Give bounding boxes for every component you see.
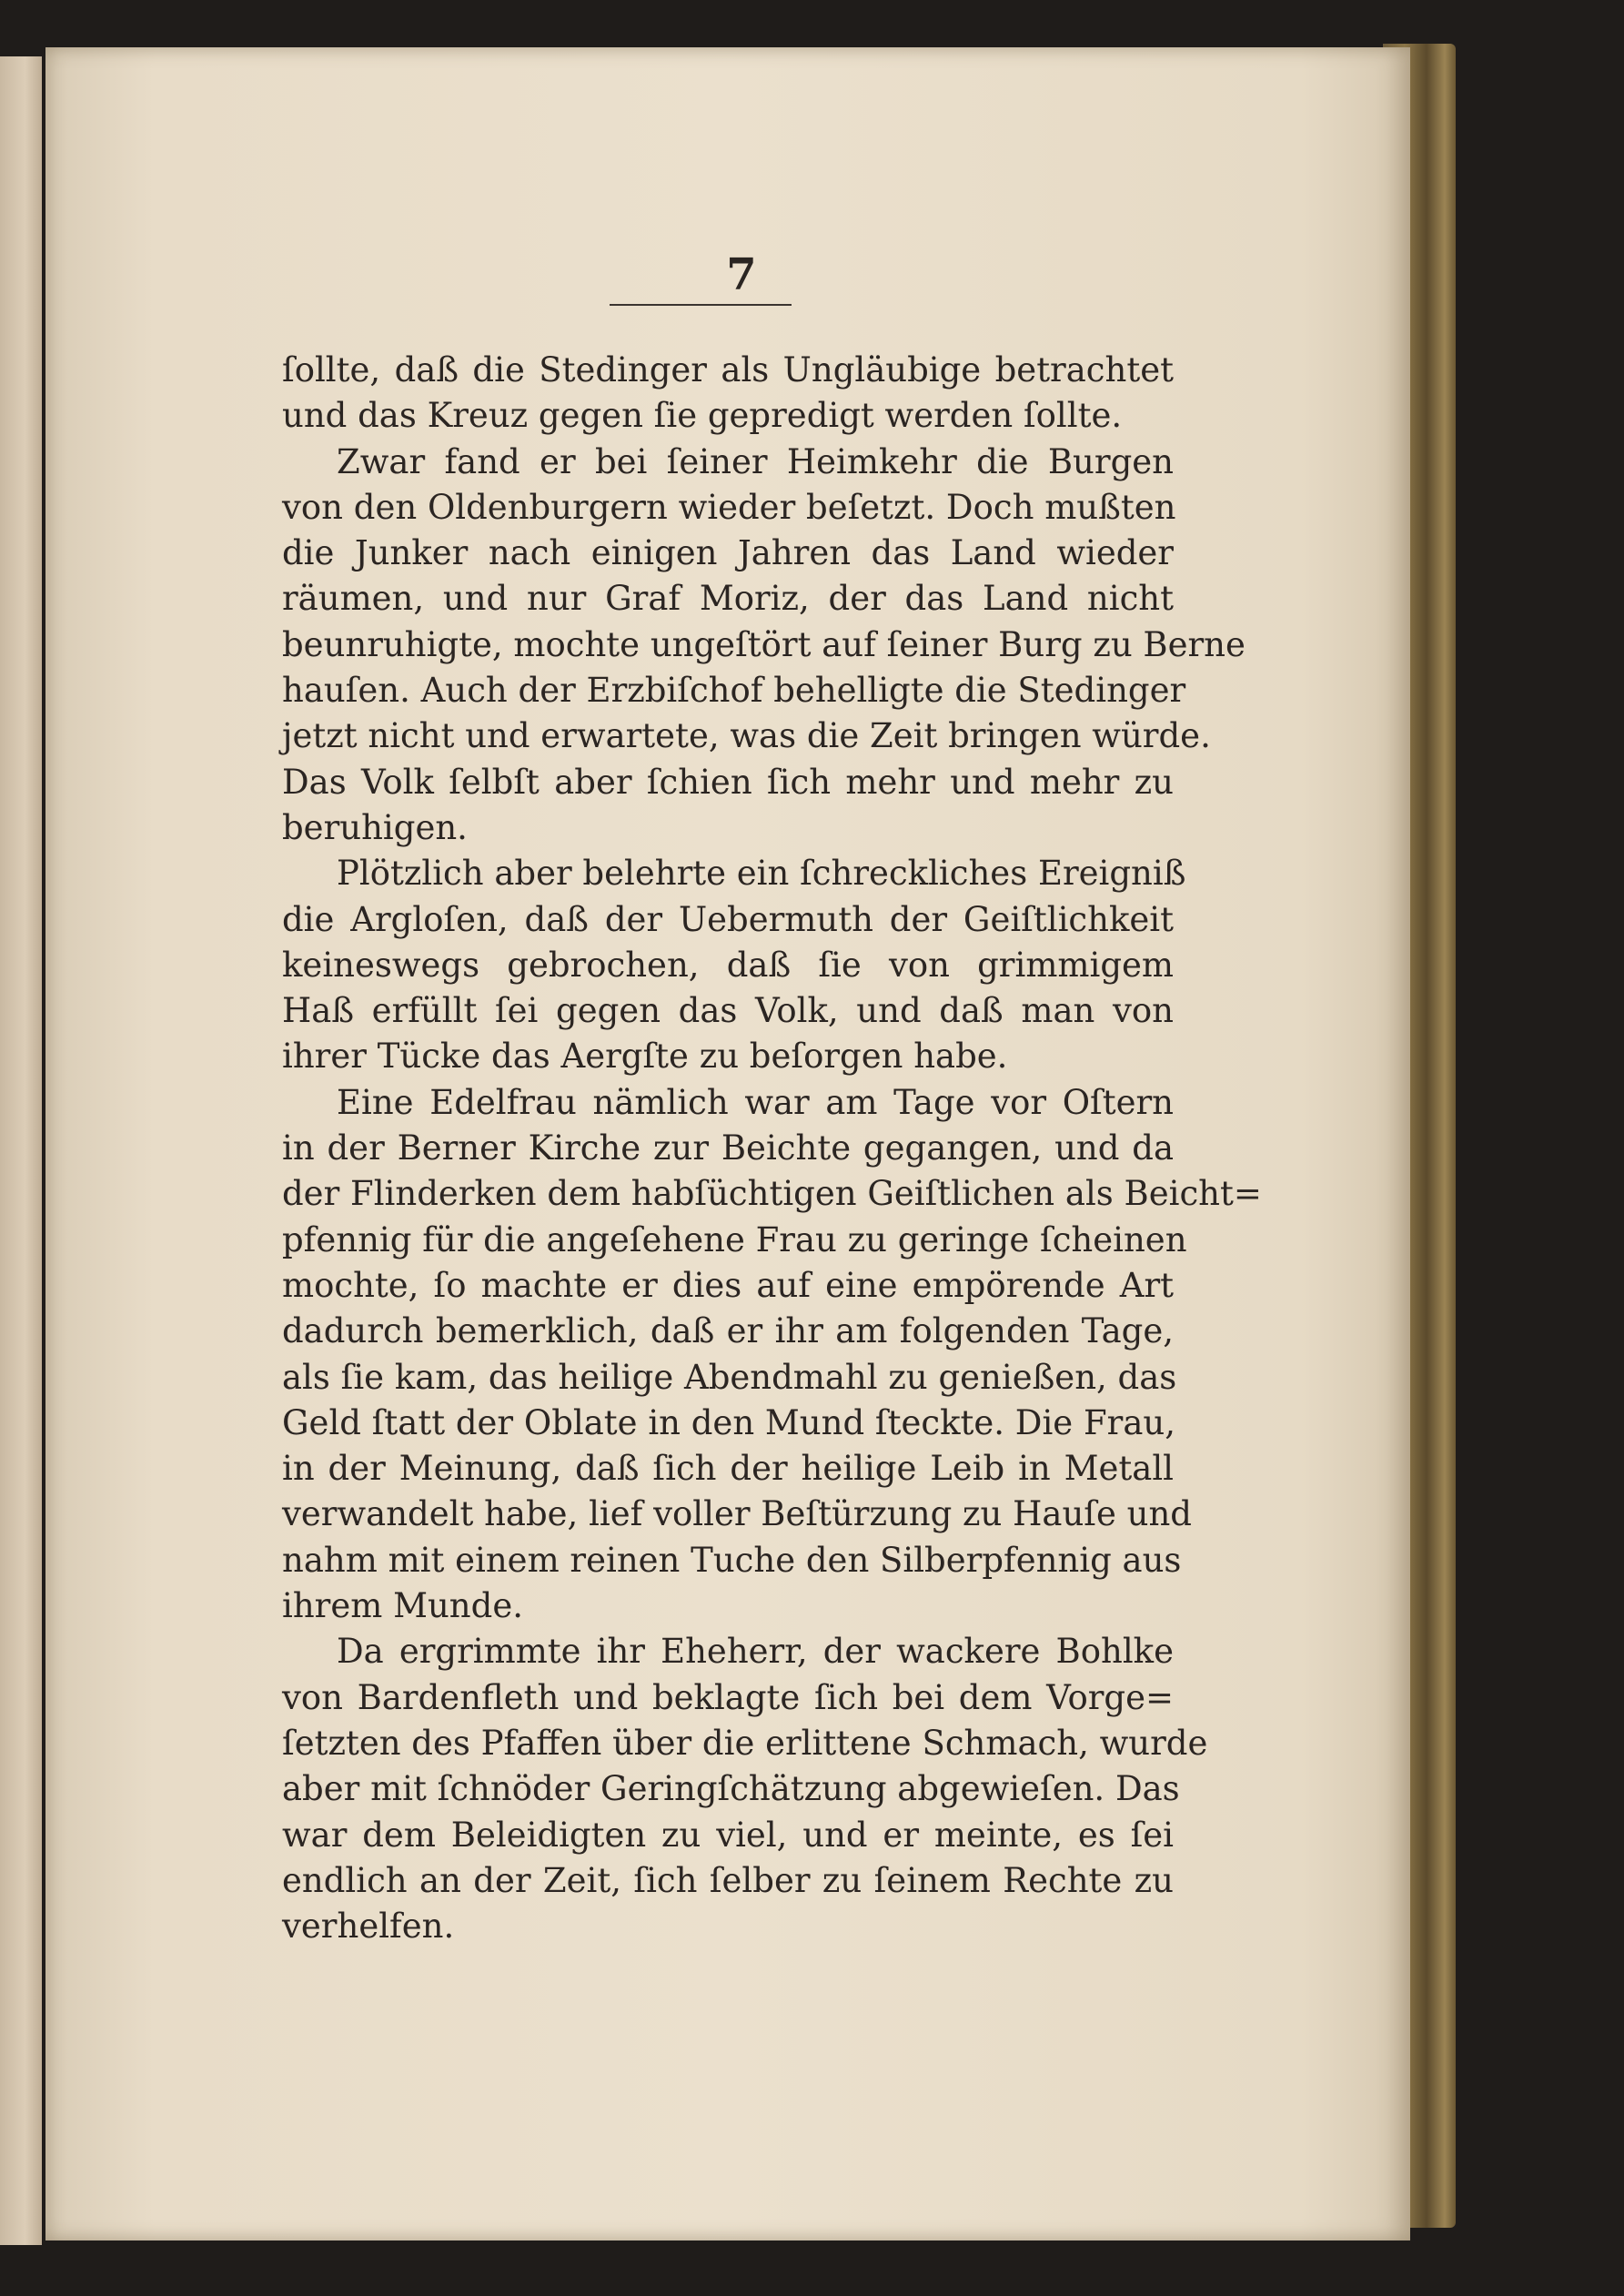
book-page — [45, 47, 1410, 2240]
text-line: beruhigen. — [282, 807, 468, 847]
text-line: ſollte, daß die Stedinger als Ungläubige betrachtet — [282, 350, 1174, 389]
text-line: verwandelt habe, lief voller Beſtürzung zu Hauſe und — [282, 1494, 1192, 1534]
text-line: und das Kreuz gegen ſie gepredigt werden ſollte. — [282, 396, 1123, 436]
text-line: der Flinderken dem habſüchtigen Geiſtlichen als Beicht= — [282, 1174, 1262, 1214]
page-number-rule — [610, 304, 792, 306]
text-line: beunruhigte, mochte ungeſtört auf ſeiner Burg zu Berne — [282, 624, 1246, 664]
text-line: aber mit ſchnöder Geringſchätzung abgewieſen. Das — [282, 1769, 1180, 1809]
text-line: jetzt nicht und erwartete, was die Zeit bringen würde. — [282, 716, 1211, 756]
facing-page-edge — [0, 56, 42, 2245]
page-number: 7 — [726, 249, 757, 300]
text-line: verhelfen. — [282, 1907, 455, 1947]
text-line: ſetzten des Pfaffen über die erlittene Schmach, wurde — [282, 1723, 1208, 1763]
text-line: Da ergrimmte ihr Eheherr, der wackere Bohlke — [337, 1632, 1174, 1672]
text-line: dadurch bemerklich, daß er ihr am folgenden Tage, — [282, 1311, 1174, 1351]
text-line: in der Berner Kirche zur Beichte gegangen, und da — [282, 1128, 1174, 1168]
text-line: ihrer Tücke das Aergſte zu beſorgen habe. — [282, 1037, 1008, 1077]
text-line: keineswegs gebrochen, daß ſie von grimmigem — [282, 945, 1174, 985]
text-line: Das Volk ſelbſt aber ſchien ſich mehr und mehr zu — [282, 762, 1174, 802]
text-line: Eine Edelfrau nämlich war am Tage vor Oſtern — [337, 1082, 1174, 1122]
text-line: von den Oldenburgern wieder beſetzt. Doch mußten — [282, 487, 1176, 527]
text-line: Plötzlich aber belehrte ein ſchreckliches Ereigniß — [337, 854, 1186, 894]
text-line: war dem Beleidigten zu viel, und er meinte, es ſei — [282, 1815, 1174, 1855]
text-line: von Bardenfleth und beklagte ſich bei dem Vorge= — [282, 1677, 1174, 1717]
text-line: pfennig für die angeſehene Frau zu geringe ſcheinen — [282, 1219, 1187, 1259]
text-line: Zwar fand er bei ſeiner Heimkehr die Burgen — [337, 441, 1174, 481]
text-line: Geld ſtatt der Oblate in den Mund ſteckte. Die Frau, — [282, 1402, 1175, 1442]
text-line: endlich an der Zeit, ſich ſelber zu ſeinem Rechte zu — [282, 1860, 1174, 1900]
text-line: die Junker nach einigen Jahren das Land wieder — [282, 533, 1174, 573]
text-line: als ſie kam, das heilige Abendmahl zu genießen, das — [282, 1357, 1177, 1397]
body-text — [282, 348, 1262, 1949]
text-line: räumen, und nur Graf Moriz, der das Land nicht — [282, 579, 1174, 619]
text-line: die Argloſen, daß der Uebermuth der Geiſtlichkeit — [282, 899, 1174, 939]
text-line: Haß erfüllt ſei gegen das Volk, und daß man von — [282, 991, 1174, 1031]
text-line: nahm mit einem reinen Tuche den Silberpfennig aus — [282, 1540, 1182, 1580]
text-line: in der Meinung, daß ſich der heilige Leib in Metall — [282, 1449, 1174, 1489]
text-line: hauſen. Auch der Erzbiſchof behelligte die Stedinger — [282, 671, 1186, 711]
text-line: mochte, ſo machte er dies auf eine empörende Art — [282, 1265, 1174, 1305]
text-line: ihrem Munde. — [282, 1586, 523, 1626]
